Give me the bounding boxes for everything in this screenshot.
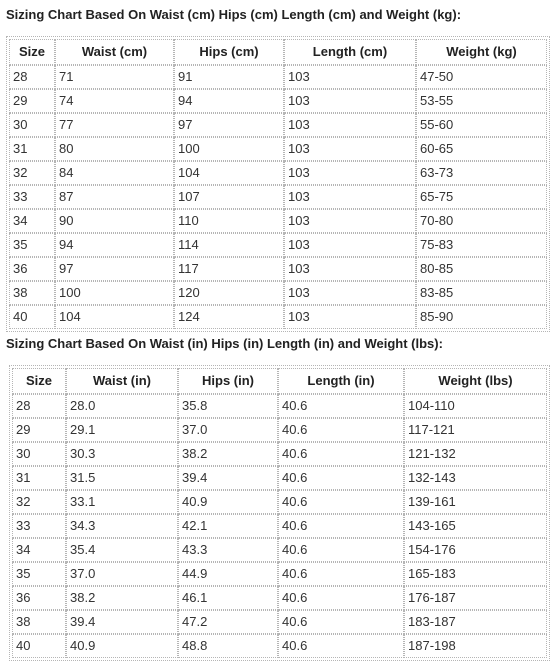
table-cell: 85-90	[416, 305, 547, 329]
table-cell: 110	[174, 209, 284, 233]
table-cell: 154-176	[404, 538, 547, 562]
column-header: Weight (kg)	[416, 39, 547, 65]
table-cell: 29.1	[66, 418, 178, 442]
table-cell: 139-161	[404, 490, 547, 514]
table-cell: 38	[12, 610, 66, 634]
table-cell: 74	[55, 89, 174, 113]
table-cell: 103	[284, 305, 416, 329]
table-cell: 32	[9, 161, 55, 185]
table-cell: 47.2	[178, 610, 278, 634]
table-row	[12, 490, 547, 514]
table-row	[12, 394, 547, 418]
table-row	[9, 65, 547, 89]
table-row	[9, 209, 547, 233]
table-row	[12, 538, 547, 562]
table-cell: 40.6	[278, 394, 404, 418]
table-row	[12, 610, 547, 634]
table-cell: 103	[284, 233, 416, 257]
table-cell: 121-132	[404, 442, 547, 466]
table-row	[9, 281, 547, 305]
column-header: Waist (cm)	[55, 39, 174, 65]
table-cell: 65-75	[416, 185, 547, 209]
table-cell: 33	[12, 514, 66, 538]
table-cell: 34	[12, 538, 66, 562]
table-cell: 183-187	[404, 610, 547, 634]
table-cell: 29	[12, 418, 66, 442]
table-cell: 40.6	[278, 466, 404, 490]
table-row	[12, 466, 547, 490]
table-cell: 35	[12, 562, 66, 586]
table-cell: 80-85	[416, 257, 547, 281]
table-cell: 63-73	[416, 161, 547, 185]
column-header: Weight (lbs)	[404, 368, 547, 394]
table-cell: 103	[284, 281, 416, 305]
table-cell: 30	[12, 442, 66, 466]
table-cell: 165-183	[404, 562, 547, 586]
table-cell: 132-143	[404, 466, 547, 490]
table-row	[12, 634, 547, 658]
table-cell: 97	[55, 257, 174, 281]
table-cell: 90	[55, 209, 174, 233]
cm-chart-title: Sizing Chart Based On Waist (cm) Hips (cm) Length (cm) and Weight (kg):	[6, 7, 462, 22]
table-cell: 114	[174, 233, 284, 257]
table-cell: 31	[12, 466, 66, 490]
column-header: Waist (in)	[66, 368, 178, 394]
table-cell: 103	[284, 161, 416, 185]
table-cell: 70-80	[416, 209, 547, 233]
table-cell: 103	[284, 209, 416, 233]
table-cell: 104	[174, 161, 284, 185]
table-cell: 40.6	[278, 418, 404, 442]
table-cell: 40.6	[278, 610, 404, 634]
table-cell: 117	[174, 257, 284, 281]
table-cell: 40	[9, 305, 55, 329]
table-cell: 28	[12, 394, 66, 418]
table-row	[12, 418, 547, 442]
table-cell: 176-187	[404, 586, 547, 610]
table-row	[12, 514, 547, 538]
table-cell: 40.6	[278, 634, 404, 658]
table-cell: 33	[9, 185, 55, 209]
table-cell: 35	[9, 233, 55, 257]
table-cell: 40.9	[178, 490, 278, 514]
table-row	[9, 89, 547, 113]
table-row	[9, 257, 547, 281]
table-row	[9, 137, 547, 161]
table-cell: 40	[12, 634, 66, 658]
table-cell: 34.3	[66, 514, 178, 538]
table-cell: 39.4	[66, 610, 178, 634]
table-cell: 32	[12, 490, 66, 514]
table-cell: 75-83	[416, 233, 547, 257]
table-cell: 103	[284, 137, 416, 161]
table-cell: 60-65	[416, 137, 547, 161]
table-cell: 103	[284, 89, 416, 113]
table-cell: 143-165	[404, 514, 547, 538]
table-cell: 37.0	[178, 418, 278, 442]
table-cell: 46.1	[178, 586, 278, 610]
table-cell: 97	[174, 113, 284, 137]
table-cell: 84	[55, 161, 174, 185]
table-cell: 40.6	[278, 586, 404, 610]
table-cell: 103	[284, 113, 416, 137]
column-header: Hips (cm)	[174, 39, 284, 65]
table-cell: 103	[284, 185, 416, 209]
table-cell: 104	[55, 305, 174, 329]
table-cell: 120	[174, 281, 284, 305]
table-cell: 31.5	[66, 466, 178, 490]
table-cell: 40.6	[278, 490, 404, 514]
table-cell: 104-110	[404, 394, 547, 418]
table-cell: 31	[9, 137, 55, 161]
table-row	[9, 233, 547, 257]
table-cell: 94	[174, 89, 284, 113]
table-cell: 29	[9, 89, 55, 113]
table-cell: 38	[9, 281, 55, 305]
table-cell: 107	[174, 185, 284, 209]
table-cell: 38.2	[66, 586, 178, 610]
table-cell: 40.6	[278, 514, 404, 538]
table-row	[12, 586, 547, 610]
table-cell: 43.3	[178, 538, 278, 562]
table-header-row	[9, 39, 547, 65]
table-cell: 124	[174, 305, 284, 329]
table-cell: 103	[284, 65, 416, 89]
table-cell: 33.1	[66, 490, 178, 514]
table-cell: 71	[55, 65, 174, 89]
column-header: Size	[12, 368, 66, 394]
table-cell: 100	[55, 281, 174, 305]
table-row	[12, 442, 547, 466]
table-cell: 83-85	[416, 281, 547, 305]
table-row	[12, 562, 547, 586]
table-cell: 40.9	[66, 634, 178, 658]
column-header: Size	[9, 39, 55, 65]
cm-size-table	[6, 36, 550, 332]
table-cell: 40.6	[278, 562, 404, 586]
table-row	[9, 161, 547, 185]
column-header: Length (cm)	[284, 39, 416, 65]
table-cell: 91	[174, 65, 284, 89]
table-cell: 30.3	[66, 442, 178, 466]
table-cell: 35.8	[178, 394, 278, 418]
table-row	[9, 185, 547, 209]
table-cell: 55-60	[416, 113, 547, 137]
table-cell: 35.4	[66, 538, 178, 562]
table-cell: 77	[55, 113, 174, 137]
column-header: Length (in)	[278, 368, 404, 394]
table-cell: 44.9	[178, 562, 278, 586]
table-cell: 28.0	[66, 394, 178, 418]
column-header: Hips (in)	[178, 368, 278, 394]
in-chart-title: Sizing Chart Based On Waist (in) Hips (in) Length (in) and Weight (lbs):	[6, 336, 443, 351]
table-row	[9, 305, 547, 329]
table-cell: 36	[12, 586, 66, 610]
table-cell: 53-55	[416, 89, 547, 113]
table-cell: 34	[9, 209, 55, 233]
table-cell: 117-121	[404, 418, 547, 442]
table-cell: 37.0	[66, 562, 178, 586]
table-cell: 39.4	[178, 466, 278, 490]
table-cell: 40.6	[278, 538, 404, 562]
table-cell: 187-198	[404, 634, 547, 658]
table-cell: 48.8	[178, 634, 278, 658]
table-row	[9, 113, 547, 137]
table-cell: 87	[55, 185, 174, 209]
table-cell: 94	[55, 233, 174, 257]
in-size-table	[9, 365, 550, 661]
table-cell: 103	[284, 257, 416, 281]
table-cell: 36	[9, 257, 55, 281]
table-cell: 100	[174, 137, 284, 161]
table-cell: 47-50	[416, 65, 547, 89]
table-cell: 30	[9, 113, 55, 137]
table-cell: 38.2	[178, 442, 278, 466]
table-cell: 40.6	[278, 442, 404, 466]
table-cell: 42.1	[178, 514, 278, 538]
table-cell: 28	[9, 65, 55, 89]
table-header-row	[12, 368, 547, 394]
table-cell: 80	[55, 137, 174, 161]
